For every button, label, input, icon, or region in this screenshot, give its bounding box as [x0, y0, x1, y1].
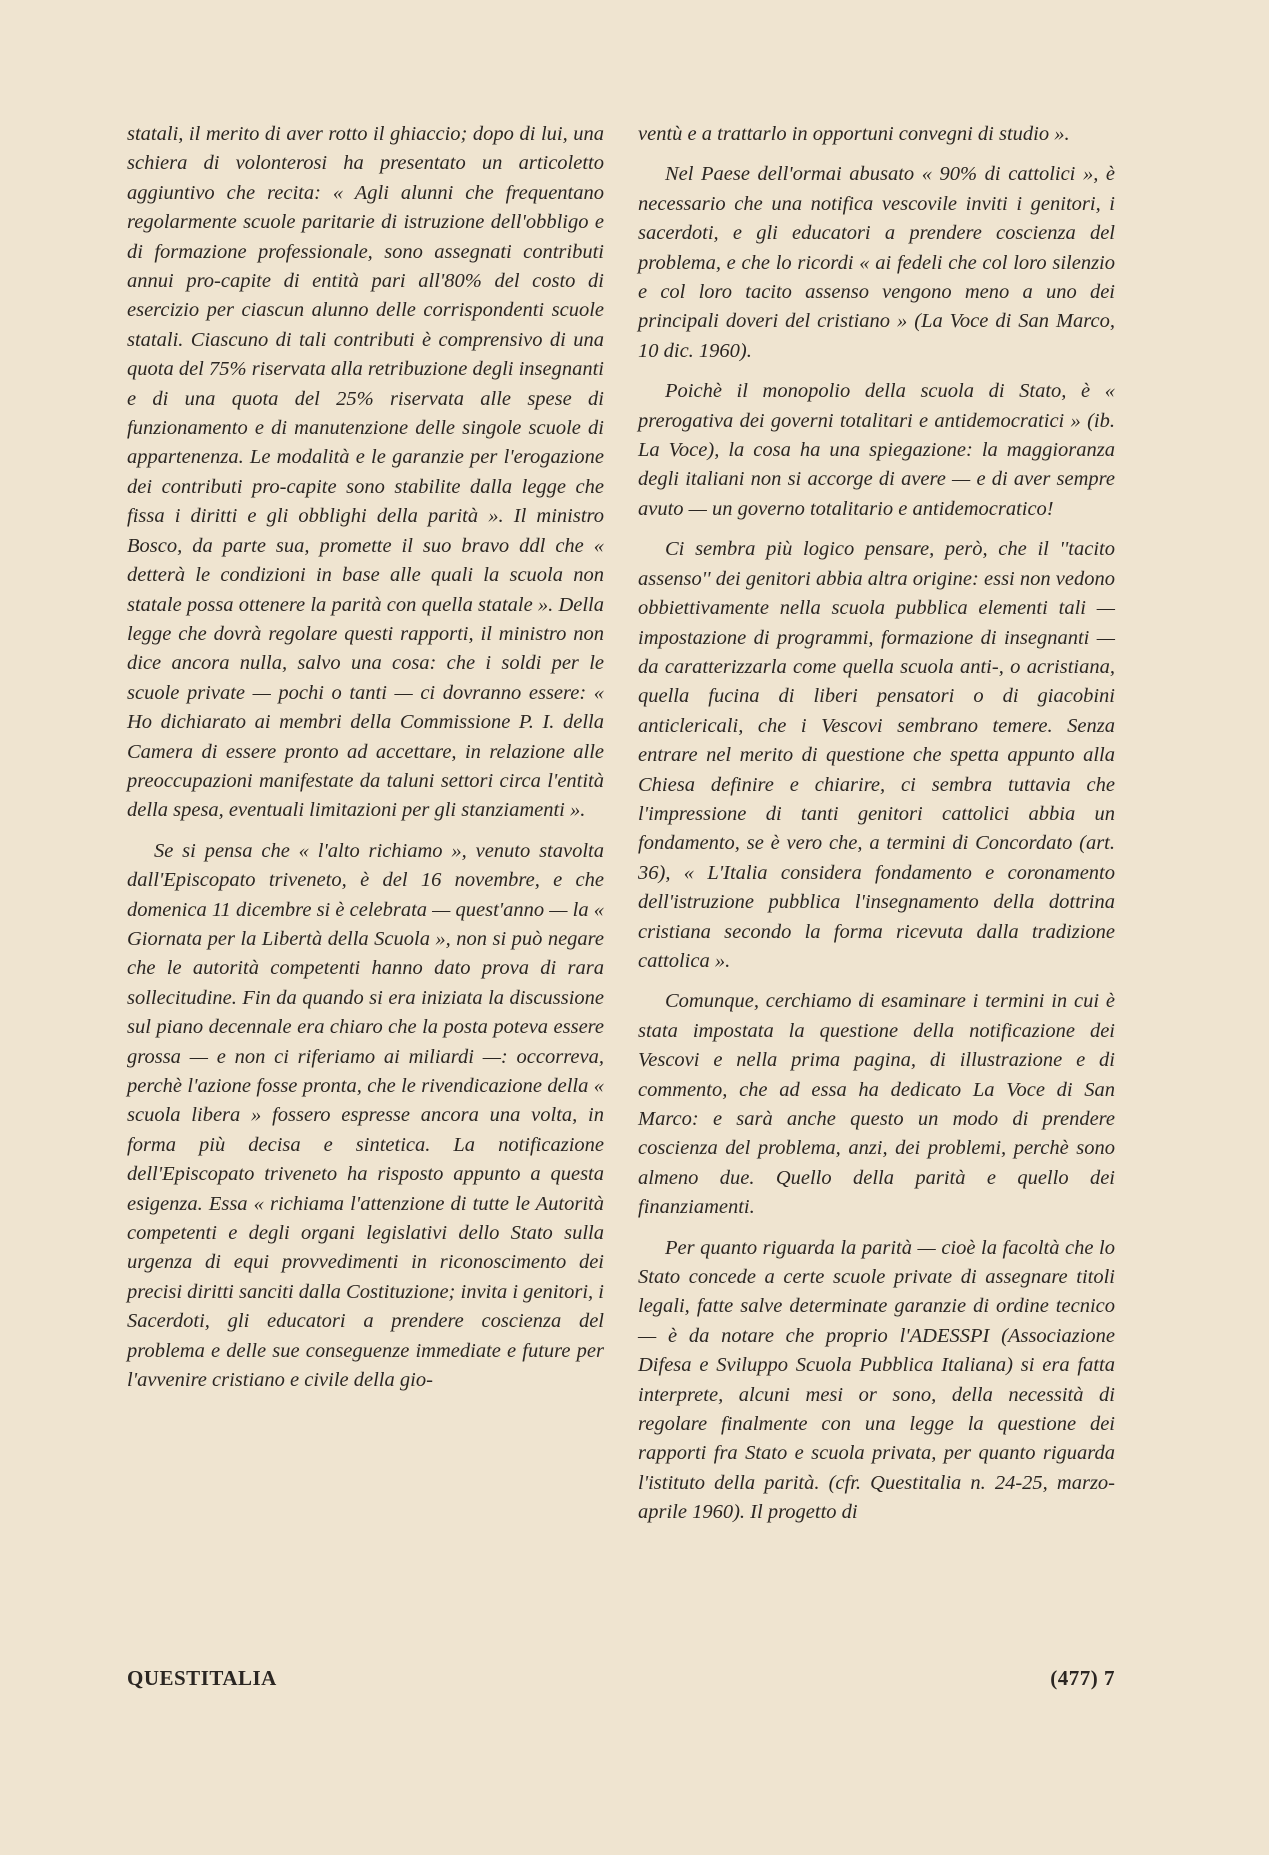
paragraph: Poichè il monopolio della scuola di Stato, è « prerogativa dei governi totalitari e antidemocratici » (ib. La Voce), la cosa ha una spiegazione: la maggioranza degli italiani non si accorge di avere — e di aver sempre avuto — un governo totalitario e antidemocratico! [638, 380, 1115, 520]
paragraph: Se si pensa che « l'alto richiamo », venuto stavolta dall'Episcopato triveneto, è del 16 novembre, e che domenica 11 dicembre si è celebrata — quest'anno — la « Giornata per la Libertà della Scuola », non si può negare che le autorità competenti hanno dato prova di rara sollecitudine. Fin da quando si era iniziata la discussione sul piano decennale era chiaro che la posta poteva essere grossa — e non ci riferiamo ai miliardi —: occorreva, perchè l'azione fosse pronta, che le rivendicazione della « scuola libera » fossero espresse ancora una volta, in forma più decisa e sintetica. La notificazione dell'Episcopato triveneto ha risposto appunto a questa esigenza. Essa « richiama l'attenzione di tutte le Autorità competenti e degli organi legislativi dello Stato sulla urgenza di equi provvedimenti in riconoscimento dei precisi diritti sanciti dalla Costituzione; invita i genitori, i Sacerdoti, gli educatori a prendere coscienza del problema e delle sue conseguenze immediate e future per l'avvenire cristiano e civile della gio- [127, 839, 604, 1392]
paragraph: Nel Paese dell'ormai abusato « 90% di cattolici », è necessario che una notifica vescovile inviti i genitori, i sacerdoti, e gli educatori a prendere coscienza del problema, e che lo ricordi « ai fedeli che col loro silenzio e col loro tacito assenso vengono meno a uno dei principali doveri del cristiano » (La Voce di San Marco, 10 dic. 1960). [638, 163, 1115, 362]
right-text-column [638, 120, 1115, 1539]
page-number: (477) 7 [1050, 1666, 1115, 1690]
paragraph: Per quanto riguarda la parità — cioè la facoltà che lo Stato concede a certe scuole private di assegnare titoli legali, fatte salve determinate garanzie di ordine tecnico — è da notare che proprio l'ADESSPI (Associazione Difesa e Sviluppo Scuola Pubblica Italiana) si era fatta interprete, alcuni mesi or sono, della necessità di regolare finalmente con una legge la questione dei rapporti fra Stato e scuola privata, per quanto riguarda l'istituto della parità. (cfr. Questitalia n. 24-25, marzo-aprile 1960). Il progetto di [638, 1236, 1115, 1524]
paragraph: statali, il merito di aver rotto il ghiaccio; dopo di lui, una schiera di volonterosi ha presentato un articoletto aggiuntivo che recita: « Agli alunni che frequentano regolarmente scuole paritarie di istruzione dell'obbligo e di formazione professionale, sono assegnati contributi annui pro-capite di entità pari all'80% del costo di esercizio per ciascun alunno delle corrispondenti scuole statali. Ciascuno di tali contributi è comprensivo di una quota del 75% riservata alla retribuzione degli insegnanti e di una quota del 25% riservata alle spese di funzionamento e di manutenzione delle singole scuole di appartenenza. Le modalità e le garanzie per l'erogazione dei contributi pro-capite sono stabilite dalla legge che fissa i diritti e gli obblighi della parità ». Il ministro Bosco, da parte sua, promette il suo bravo ddl che « detterà le condizioni in base alle quali la scuola non statale possa ottenere la parità con quella statale ». Della legge che dovrà regolare questi rapporti, il ministro non dice ancora nulla, salvo una cosa: che i soldi per le scuole private — pochi o tanti — ci dovranno essere: « Ho dichiarato ai membri della Commissione P. I. della Camera di essere pronto ad accettare, in relazione alle preoccupazioni manifestate da taluni settori circa l'entità della spesa, eventuali limitazioni per gli stanziamenti ». [127, 123, 604, 822]
paragraph: ventù e a trattarlo in opportuni convegni di studio ». [638, 123, 1070, 145]
left-text-column [127, 120, 604, 1406]
paragraph: Ci sembra più logico pensare, però, che il ''tacito assenso'' dei genitori abbia altra origine: essi non vedono obbiettivamente nella scuola pubblica elementi tali — impostazione di programmi, formazione di insegnanti — da caratterizzarla come quella scuola anti-, o acristiana, quella fucina di liberi pensatori o di giacobini anticlericali, che i Vescovi sembrano temere. Senza entrare nel merito di questione che spetta appunto alla Chiesa definire e chiarire, ci sembra tuttavia che l'impressione di tanti genitori cattolici abbia un fondamento, se è vero che, a termini di Concordato (art. 36), « L'Italia considera fondamento e coronamento dell'istruzione pubblica l'insegnamento della dottrina cristiana secondo la forma ricevuta dalla tradizione cattolica ». [638, 538, 1115, 972]
paragraph: Comunque, cerchiamo di esaminare i termini in cui è stata impostata la questione della notificazione dei Vescovi e nella prima pagina, di illustrazione e di commento, che ad essa ha dedicato La Voce di San Marco: e sarà anche questo un modo di prendere coscienza del problema, anzi, dei problemi, perchè sono almeno due. Quello della parità e quello dei finanziamenti. [638, 990, 1115, 1219]
publication-name: QUESTITALIA [127, 1666, 277, 1690]
